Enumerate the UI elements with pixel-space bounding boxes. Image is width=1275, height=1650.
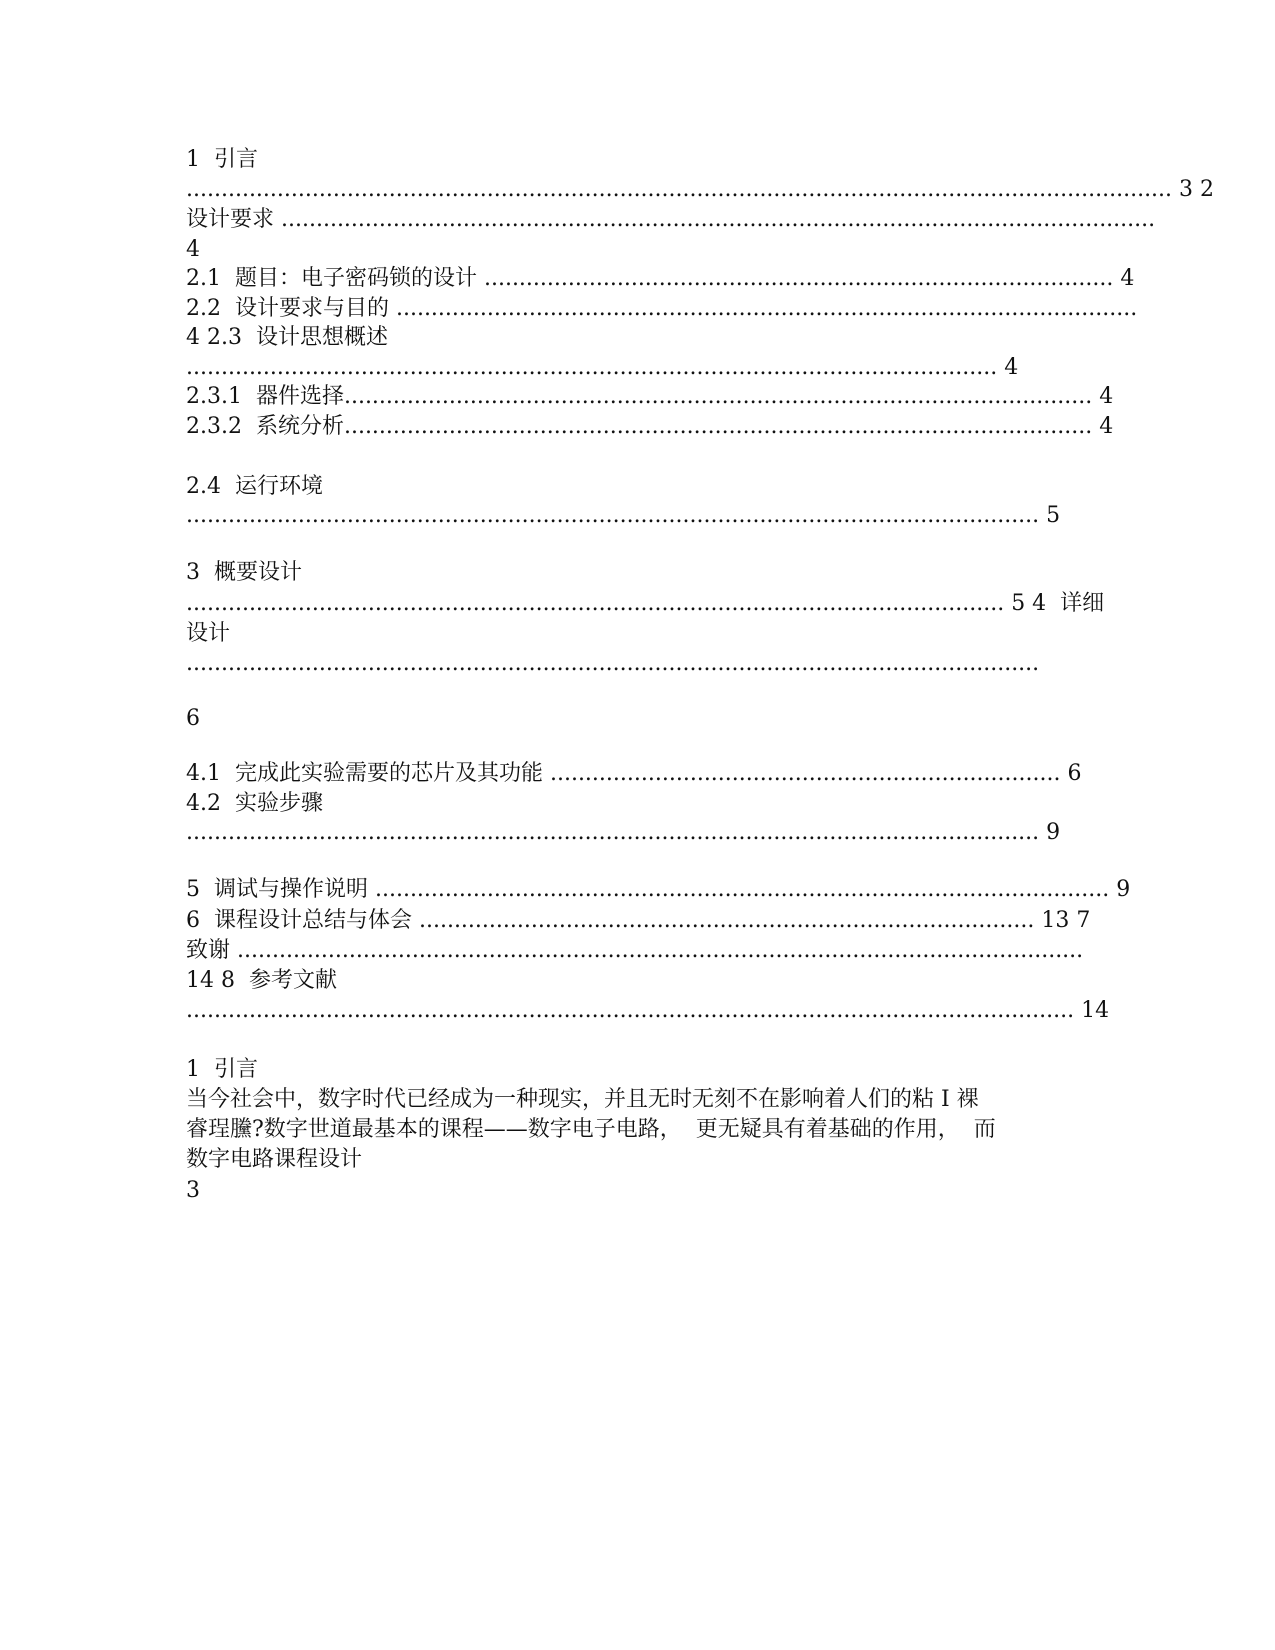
intro-line-2: 睿珵黱?数字世道最基本的课程——数字电子电路， 更无疑具有着基础的作用， 而 <box>186 1117 996 1142</box>
toc-line: 2.3.1 器件选择........................................................................................................... 4 <box>186 384 1114 409</box>
toc-line: 2.3.2 系统分析........................................................................................................... 4 <box>186 414 1114 439</box>
page-number: 3 <box>186 1178 200 1203</box>
toc-line: .......................................................................................................................... <box>186 651 1040 676</box>
toc-line: 4 <box>186 237 200 262</box>
toc-line: ............................................................................................................................................. 3 2 <box>186 177 1215 202</box>
toc-line: 2.1 题目：电子密码锁的设计 .......................................................................................... 4 <box>186 266 1135 291</box>
toc-line: 5 调试与操作说明 ......................................................................................................... 9 <box>186 877 1131 902</box>
toc-line: .......................................................................................................................... 5 <box>186 503 1061 528</box>
toc-line: 2.4 运行环境 <box>186 474 323 499</box>
toc-line: 6 课程设计总结与体会 ........................................................................................ 13 7 <box>186 908 1091 933</box>
toc-line: 2.2 设计要求与目的 .......................................................................................................... <box>186 296 1138 321</box>
intro-line-3: 数字电路课程设计 <box>186 1147 363 1172</box>
toc-line: 4.1 完成此实验需要的芯片及其功能 ......................................................................... 6 <box>186 761 1082 786</box>
toc-line: 6 <box>186 706 200 731</box>
intro-line-1: 当今社会中，数字时代已经成为一种现实，并且无时无刻不在影响着人们的粘 I 裸 <box>186 1087 979 1112</box>
toc-line: .................................................................................................................... 4 <box>186 355 1019 380</box>
toc-line: 14 8 参考文献 <box>186 968 337 993</box>
toc-line: 3 概要设计 <box>186 560 302 585</box>
toc-line: 致谢 ......................................................................................................................... <box>186 938 1084 963</box>
toc-line: 设计 <box>186 621 231 646</box>
toc-line: ..................................................................................................................... 5 4 详细 <box>186 591 1105 616</box>
intro-heading: 1 引言 <box>186 1057 258 1082</box>
toc-line: 设计要求 ............................................................................................................................. <box>186 207 1156 232</box>
toc-line: 4.2 实验步骤 <box>186 791 323 816</box>
toc-line: 1 引言 <box>186 147 258 172</box>
toc-line: ............................................................................................................................... 14 <box>186 998 1110 1023</box>
toc-line: 4 2.3 设计思想概述 <box>186 325 388 350</box>
toc-line: .......................................................................................................................... 9 <box>186 820 1061 845</box>
